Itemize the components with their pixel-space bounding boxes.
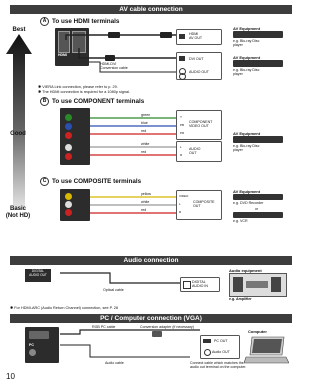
composite-color-yellow: yellow	[141, 192, 151, 196]
tv-component-panel	[60, 108, 90, 165]
component-audio-out-label: AUDIO OUT	[189, 147, 201, 155]
comp-port-y: Y	[180, 115, 183, 119]
dvi-out-label: DVI OUT	[189, 57, 204, 61]
audio-arc-note: ✱ For HDMI-ARC (Audio Return Channel) connection, see P. 28	[10, 306, 118, 310]
component-equip-title: AV Equipment	[233, 131, 261, 136]
hdmi-note-1: ✱ VIERA Link connection, please refer to p. 29.	[38, 85, 118, 89]
hdmi-plug-equipment	[160, 32, 172, 38]
tv-video-jack	[65, 193, 72, 200]
hdmi-port-icon	[179, 34, 185, 39]
comp-color-red: red	[141, 129, 147, 133]
tv-comp-audio-r-jack	[65, 209, 72, 216]
pc-audio-port-icon	[204, 349, 211, 356]
hdmi-plug-tv	[108, 32, 120, 38]
component-audio-out-box	[176, 141, 222, 162]
bluray-player-graphic-3	[233, 136, 283, 143]
component-equip-eg: e.g. Blu-ray Disc player	[233, 144, 260, 153]
audio-equip-title: Audio equipment	[229, 268, 262, 273]
tv-vga-port	[29, 331, 49, 339]
pc-vga-port-icon	[203, 339, 211, 343]
hdmi-title-text: To use HDMI terminals	[52, 18, 120, 25]
pc-audio-out-label: Audio OUT	[212, 350, 230, 354]
bluray-player-graphic-2	[233, 60, 283, 67]
hdmi-av-out-label: HDMI AV OUT	[189, 32, 203, 40]
hdmi-note-2: ✱ The HDMI connection is required for a 1080p signal.	[38, 90, 130, 94]
comp-port-pb: PB	[180, 123, 185, 127]
section-letter-b: B	[40, 97, 49, 106]
component-section-title	[40, 97, 144, 106]
tv-digital-audio-out-label: DIGITAL AUDIO OUT	[25, 269, 51, 282]
comp-audio-white: white	[141, 142, 150, 146]
component-title-text: To use COMPONENT terminals	[52, 98, 145, 105]
speaker-left-graphic	[233, 277, 243, 292]
speaker-right-graphic	[271, 277, 281, 292]
pc-out-box	[200, 335, 240, 359]
conversion-adapter-label: Conversion adapter (if necessary)	[140, 325, 194, 329]
hdmi-av-out-port-box	[176, 29, 222, 45]
tv-pc-audio-jack	[29, 349, 36, 356]
composite-equip-title: AV Equipment	[233, 189, 261, 194]
rgb-pc-cable-label: RGB PC cable	[92, 325, 116, 329]
pc-connection-header: PC / Computer connection (VGA)	[10, 314, 292, 323]
dvi-audio-port-box	[176, 52, 222, 80]
optical-port-icon	[183, 281, 191, 289]
pc-audio-note: Connect cable which matches the audio out terminal on the computer.	[190, 361, 247, 370]
component-video-out-box	[176, 110, 222, 140]
computer-label: Computer	[248, 329, 267, 334]
vcr-graphic	[233, 212, 283, 218]
page-number: 10	[6, 372, 15, 381]
component-video-out-label: COMPONENT VIDEO OUT	[189, 120, 213, 128]
av-connection-header: AV cable connection	[10, 5, 292, 14]
laptop-graphic	[244, 335, 289, 365]
dvi-port-icon	[179, 56, 185, 61]
composite-out-label: COMPOSITE OUT	[193, 200, 215, 208]
hdmi-row2-equip-title: AV Equipment	[233, 55, 261, 60]
composite-section-title	[40, 177, 141, 186]
hdmi-dvi-plug	[105, 55, 115, 61]
audio-equip-eg: e.g. Amplifier	[229, 297, 252, 301]
tv-pc-panel	[25, 327, 59, 363]
composite-port-r: R	[179, 210, 182, 214]
dvd-recorder-graphic	[233, 194, 283, 200]
amplifier-graphic	[229, 273, 287, 297]
composite-port-video: VIDEO	[179, 194, 189, 198]
tv-hdmi-label: HDMI	[58, 53, 67, 57]
comp-audio-red: red	[141, 150, 147, 154]
optical-cable-label: Optical cable	[103, 288, 124, 292]
quality-basic-label: Basic (Not HD)	[5, 206, 31, 219]
composite-color-white: white	[141, 200, 150, 204]
comp-color-green: green	[141, 113, 151, 117]
comp-audio-port-l: L	[180, 145, 182, 149]
composite-color-red: red	[141, 208, 147, 212]
composite-equip-eg: e.g. DVD Recorder	[233, 201, 264, 205]
comp-audio-port-r: R	[180, 153, 183, 157]
hdmi-row2-equip-eg: e.g. Blu-ray Disc player	[233, 68, 260, 77]
quality-good-label: Good	[10, 131, 26, 137]
digital-audio-in-label: DIGITAL AUDIO IN	[192, 280, 208, 288]
tv-comp-audio-l-jack	[65, 201, 72, 208]
quality-best-label: Best	[12, 27, 26, 33]
bluray-player-graphic-1	[233, 31, 283, 38]
tv-y-jack	[65, 114, 72, 121]
composite-out-box	[176, 190, 222, 220]
composite-port-l: L	[179, 202, 181, 206]
audio-connection-header: Audio connection	[10, 256, 292, 265]
digital-audio-in-box	[180, 277, 220, 292]
composite-or: or	[255, 207, 259, 211]
tv-pr-jack	[65, 132, 72, 139]
audio-out-label: AUDIO OUT	[189, 70, 209, 74]
amp-unit-graphic	[246, 281, 268, 288]
comp-port-pr: PR	[180, 131, 185, 135]
hdmi-dvi-cable-label: HDMI-DVI Conversion cable	[100, 62, 128, 71]
section-letter-c: C	[40, 177, 49, 186]
audio-cable-label: Audio cable	[105, 361, 124, 365]
section-letter-a: A	[40, 17, 49, 26]
tv-pb-jack	[65, 123, 72, 130]
conversion-adapter-graphic	[152, 331, 162, 337]
hdmi-row1-equip-title: AV Equipment	[233, 26, 261, 31]
composite-equip-eg2: e.g. VCR	[233, 219, 248, 223]
tv-pc-label: PC	[29, 343, 34, 347]
tv-audio-l-jack	[65, 144, 72, 151]
audio-r-jack-icon	[179, 73, 186, 80]
hdmi-row1-equip-eg: e.g. Blu-ray Disc player	[233, 39, 260, 48]
comp-color-blue: blue	[141, 121, 148, 125]
composite-title-text: To use COMPOSITE terminals	[52, 178, 142, 185]
pc-out-label: PC OUT	[214, 339, 228, 343]
tv-audio-r-jack	[65, 153, 72, 160]
tv-composite-panel	[60, 189, 90, 221]
